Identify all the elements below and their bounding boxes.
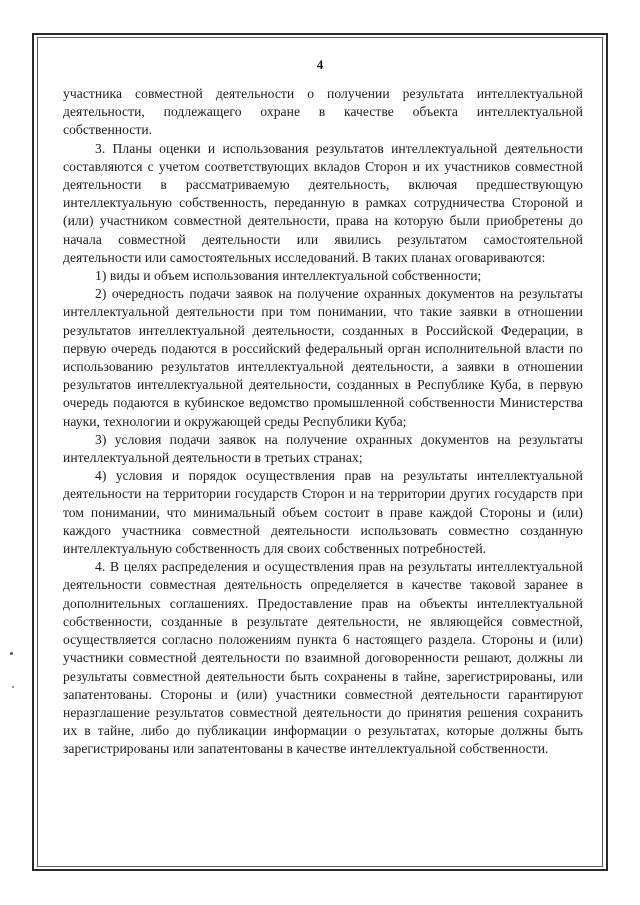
paragraph-item-3: 3) условия подачи заявок на получение охранных документов на результаты интеллектуальной деятельности в третьих странах;	[63, 431, 583, 466]
page-number: 4	[316, 57, 324, 72]
scan-speck	[12, 686, 14, 688]
paragraph-continuation: участника совместной деятельности о получении результата интеллектуальной деятельности, подлежащего охране в качестве объекта интеллектуальной собственности.	[63, 86, 583, 138]
paragraph-clause-3: 3. Планы оценки и использования результатов интеллектуальной деятельности составляются с учетом соответствующих вкладов Сторон и их участников совместной деятельности в рассматриваемую деятельность, включая предшествующую интеллектуальную собственность, переданную в рамках сотрудничества Стороной и (или) участником совместной деятельности, права на которую были приобретены до начала совместной деятельности или явились результатом самостоятельной деятельности или самостоятельных исследований. В таких планах оговариваются:	[63, 140, 583, 265]
paragraph-item-4: 4) условия и порядок осуществления прав на результаты интеллектуальной деятельности на территории государств Сторон и на территории других государств при том понимании, что минимальный объем состоит в праве каждой Стороны и (или) каждого участника совместной деятельности использовать совместно созданную интеллектуальную собственность для своих собственных потребностей.	[63, 468, 583, 557]
scan-speck	[10, 652, 13, 655]
paragraph-item-1: 1) виды и объем использования интеллектуальной собственности;	[95, 268, 482, 284]
paragraph-clause-4: 4. В целях распределения и осуществления прав на результаты интеллектуальной деятельности совместная деятельность определяется в качестве таковой заранее в дополнительных соглашениях. Предоставление прав на объекты интеллектуальной собственности, созданные в результате деятельности, не являющейся совместной, осуществляется согласно положениям пункта 6 настоящего раздела. Стороны и (или) участники совместной деятельности по взаимной договоренности решают, должны ли результаты совместной деятельности быть сохранены в тайне, зарегистрированы, или запатентованы. Стороны и (или) участники совместной деятельности гарантируют неразглашение результатов совместной деятельности до принятия решения сохранить их в тайне, либо до публикации информации о результатах, которые должны быть зарегистрированы или запатентованы в качестве интеллектуальной собственности.	[63, 559, 583, 757]
document-body	[63, 85, 583, 759]
paragraph-item-2: 2) очередность подачи заявок на получение охранных документов на результаты интеллектуальной деятельности при том понимании, что такие заявки в отношении результатов интеллектуальной деятельности, созданных в Российской Федерации, в первую очередь подаются в российский федеральный орган исполнительной власти по использованию результатов интеллектуальной деятельности, а заявки в отношении результатов интеллектуальной деятельности, созданных в Республике Куба, в первую очередь подаются в кубинское ведомство промышленной собственности Министерства науки, технологии и окружающей среды Республики Куба;	[63, 286, 583, 429]
